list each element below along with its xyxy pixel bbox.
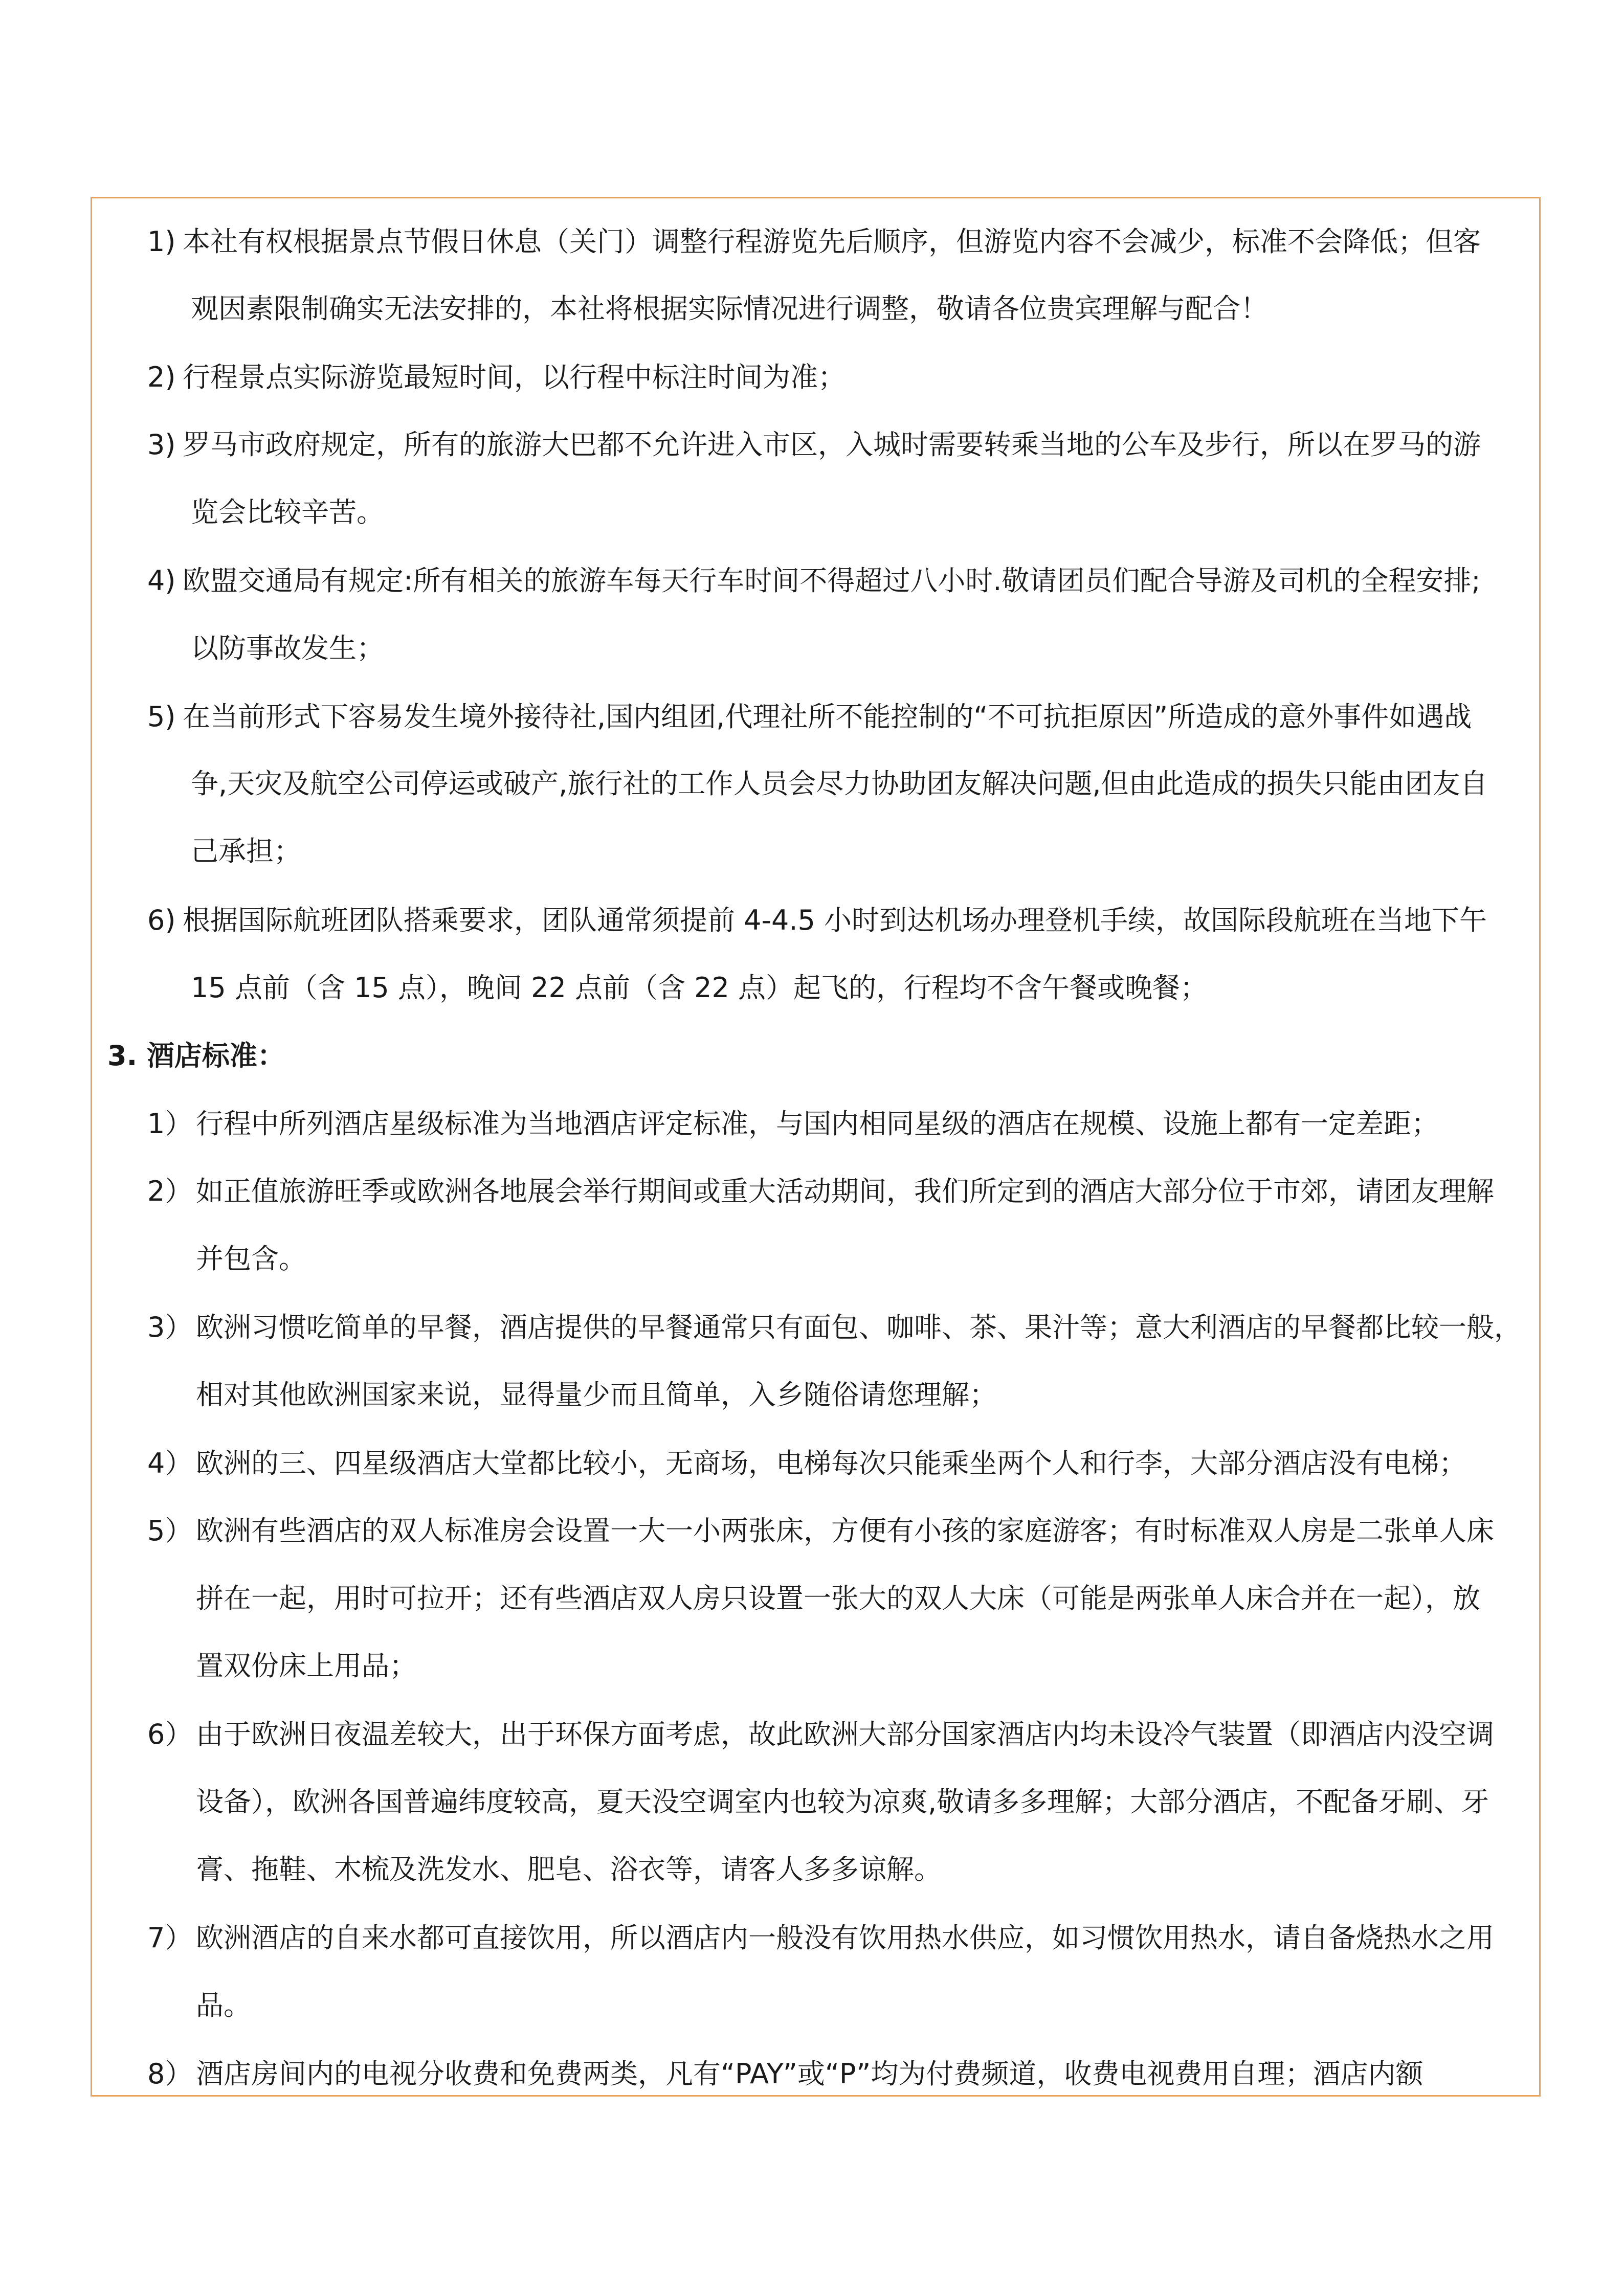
item-text: 设备），欧洲各国普遍纬度较高，夏天没空调室内也较为凉爽,敬请多多理解；大部分酒店，不配备牙刷、牙 <box>196 1786 1489 1818</box>
item-text: 根据国际航班团队搭乘要求，团队通常须提前 4-4.5 小时到达机场办理登机手续，故国际段航班在当地下午 <box>183 904 1487 936</box>
item-number: 1) <box>147 226 176 258</box>
item-text: 览会比较辛苦。 <box>191 496 384 528</box>
item-text: 相对其他欧洲国家来说，显得量少而且简单，入乡随俗请您理解； <box>196 1379 997 1411</box>
item-text: 由于欧洲日夜温差较大，出于环保方面考虑，故此欧洲大部分国家酒店内均未设冷气装置（即酒店内没空调 <box>196 1718 1494 1750</box>
item-text: 欧洲有些酒店的双人标准房会设置一大一小两张床，方便有小孩的家庭游客；有时标准双人房是二张单人床 <box>196 1515 1494 1547</box>
item-text: 膏、拖鞋、木梳及洗发水、肥皂、浴衣等，请客人多多谅解。 <box>196 1853 942 1885</box>
item-text: 行程中所列酒店星级标准为当地酒店评定标准，与国内相同星级的酒店在规模、设施上都有一定差距； <box>196 1108 1439 1140</box>
item-text: 欧洲的三、四星级酒店大堂都比较小，无商场，电梯每次只能乘坐两个人和行李，大部分酒店没有电梯； <box>196 1447 1466 1479</box>
item-text: 以防事故发生； <box>191 632 384 664</box>
item-number: 4) <box>147 565 176 597</box>
section-heading: 3. 酒店标准： <box>107 1040 285 1072</box>
item-text: 15 点前（含 15 点），晚间 22 点前（含 22 点）起飞的，行程均不含午餐或晚餐； <box>191 972 1208 1004</box>
item-number: 5） <box>147 1515 193 1547</box>
item-number: 2) <box>147 361 176 393</box>
item-text: 置双份床上用品； <box>196 1650 417 1682</box>
item-text: 欧盟交通局有规定:所有相关的旅游车每天行车时间不得超过八小时.敬请团员们配合导游及司机的全程安排; <box>183 565 1481 597</box>
item-text: 己承担； <box>191 835 301 867</box>
item-text: 争,天灾及航空公司停运或破产,旅行社的工作人员会尽力协助团友解决问题,但由此造成的损失只能由团友自 <box>191 768 1488 800</box>
item-text: 在当前形式下容易发生境外接待社,国内组团,代理社所不能控制的“不可抗拒原因”所造成的意外事件如遇战 <box>183 701 1472 733</box>
item-text: 拼在一起，用时可拉开；还有些酒店双人房只设置一张大的双人大床（可能是两张单人床合并在一起），放 <box>196 1582 1480 1614</box>
item-text: 欧洲酒店的自来水都可直接饮用，所以酒店内一般没有饮用热水供应，如习惯饮用热水，请自备烧热水之用 <box>196 1922 1494 1954</box>
item-number: 5) <box>147 701 176 733</box>
item-number: 3) <box>147 429 176 461</box>
item-text: 如正值旅游旺季或欧洲各地展会举行期间或重大活动期间，我们所定到的酒店大部分位于市郊，请团友理解 <box>196 1175 1494 1207</box>
item-text: 观因素限制确实无法安排的，本社将根据实际情况进行调整，敬请各位贵宾理解与配合！ <box>191 292 1268 325</box>
item-number: 6) <box>147 904 176 936</box>
item-text: 并包含。 <box>196 1243 306 1275</box>
item-text: 本社有权根据景点节假日休息（关门）调整行程游览先后顺序，但游览内容不会减少，标准不会降低；但客 <box>183 226 1481 258</box>
item-number: 4） <box>147 1447 193 1479</box>
item-text: 欧洲习惯吃简单的早餐，酒店提供的早餐通常只有面包、咖啡、茶、果汁等；意大利酒店的早餐都比较一般， <box>196 1311 1522 1343</box>
item-text: 行程景点实际游览最短时间，以行程中标注时间为准； <box>183 361 846 393</box>
item-number: 7） <box>147 1922 193 1954</box>
item-text: 酒店房间内的电视分收费和免费两类，凡有“PAY”或“P”均为付费频道，收费电视费用自理；酒店内额 <box>196 2058 1423 2090</box>
item-number: 1） <box>147 1108 193 1140</box>
item-number: 3） <box>147 1311 193 1343</box>
item-text: 罗马市政府规定，所有的旅游大巴都不允许进入市区，入城时需要转乘当地的公车及步行，所以在罗马的游 <box>183 429 1481 461</box>
content-frame <box>91 197 1541 2097</box>
item-number: 6） <box>147 1718 193 1750</box>
item-text: 品。 <box>196 1989 251 2021</box>
item-number: 8） <box>147 2058 193 2090</box>
item-number: 2） <box>147 1175 193 1207</box>
